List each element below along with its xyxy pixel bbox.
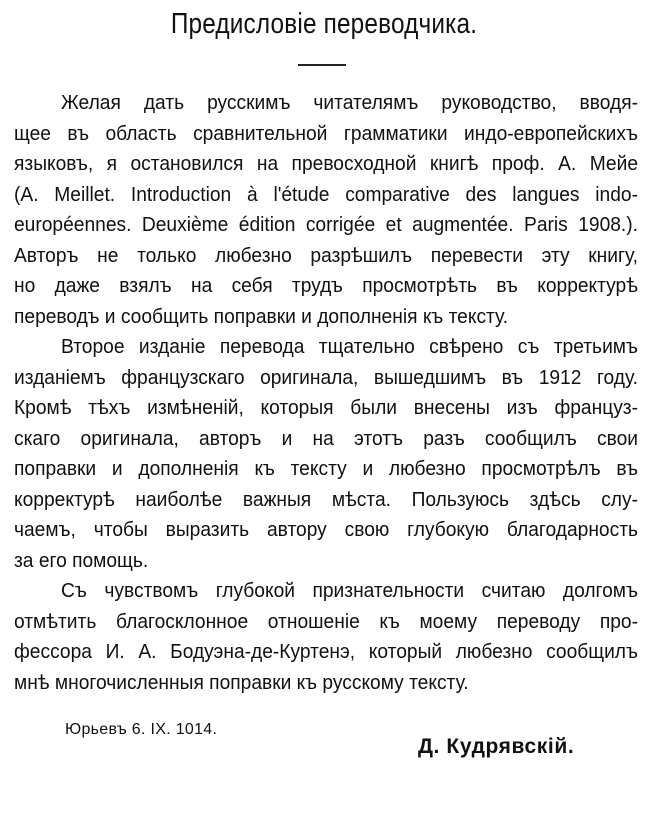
paragraph-3 [14,576,638,698]
paragraph-line: Съ чувствомъ глубокой признательности считаю долгомъ [61,580,639,602]
body-text [14,88,638,698]
paragraph-line: за его помощь. [14,549,149,572]
signature: Д. Кудрявскій. [418,735,575,758]
paragraph-1 [14,88,638,332]
paragraph-line: щее въ область сравнительной грамматики индо-европейскихъ [14,122,638,145]
paragraph-line: переводъ и сообщить поправки и дополненія къ тексту. [14,305,509,328]
paragraph-line: но даже взялъ на себя трудъ просмотрѣть въ корректурѣ [14,275,638,297]
paragraph-line: Авторъ не только любезно разрѣшилъ перевести эту книгу, [14,244,638,267]
paragraph-line: européennes. Deuxième édition corrigée et augmentée. Paris 1908.). [14,214,638,236]
paragraph-line: фессора И. А. Бодуэна-де-Куртенэ, который любезно сообщилъ [14,641,638,663]
paragraph-line: поправки и дополненія къ тексту и любезно просмотрѣлъ въ [14,458,638,480]
paragraph-2 [14,332,638,576]
paragraph-line: изданіемъ французскаго оригинала, вышедшимъ въ 1912 году. [14,366,638,389]
paragraph-line: мнѣ многочисленныя поправки къ русскому тексту. [14,671,469,694]
paragraph-line: отмѣтить благосклонное отношеніе къ моему переводу про- [14,610,638,633]
paragraph-line: чаемъ, чтобы выразить автору свою глубокую благодарность [14,519,638,541]
paragraph-line: языковъ, я остановился на превосходной книгѣ проф. А. Мейе [14,153,638,175]
paragraph-line: Кромѣ тѣхъ измѣненій, которыя были внесены изъ француз- [14,397,638,419]
title-divider [298,64,346,66]
paragraph-line: Второе изданіе перевода тщательно свѣрено съ третьимъ [61,336,639,358]
paragraph-line: Желая дать русскимъ читателямъ руководство, вводя- [61,92,639,114]
paragraph-line: скаго оригинала, авторъ и на этотъ разъ сообщилъ свои [14,427,638,450]
page-title: Предисловіе переводчика. [170,8,478,40]
paragraph-line: корректурѣ наиболѣе важныя мѣста. Пользуюсь здѣсь слу- [14,488,638,511]
date-line: Юрьевъ 6. IX. 1014. [65,721,218,738]
paragraph-line: (A. Meillet. Introduction à l'étude comparative des langues indo- [14,183,638,206]
